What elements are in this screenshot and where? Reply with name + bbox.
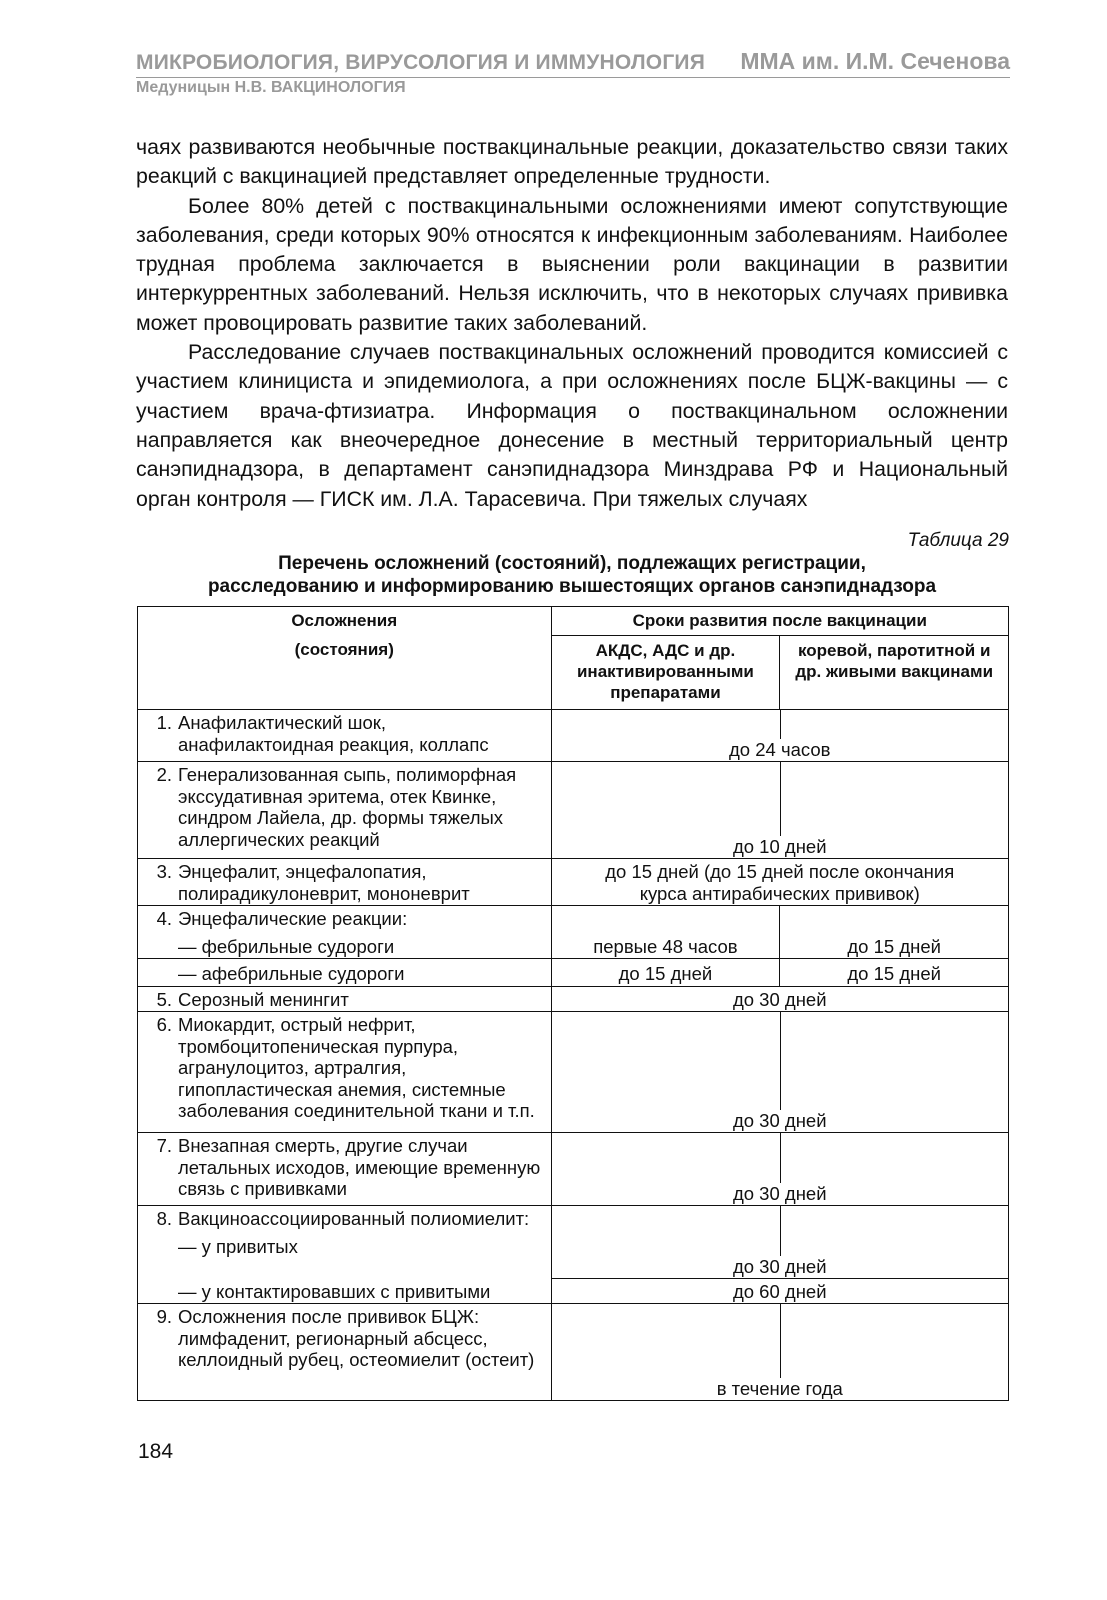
table-row xyxy=(138,959,1009,987)
header-complications: Осложнения (состояния) xyxy=(138,607,552,710)
complication-cell: 3. Энцефалит, энцефалопатия, полирадикулоневрит, мононеврит xyxy=(138,859,552,906)
complication-subcell: — фебрильные судороги xyxy=(138,931,552,959)
term-cell: до 24 часов xyxy=(551,710,1009,762)
table-row xyxy=(138,1279,1009,1304)
table-label: Таблица 29 xyxy=(907,530,1009,551)
table-row xyxy=(138,931,1009,959)
table-title xyxy=(136,552,1008,598)
complication-cell: 4. Энцефалические реакции: xyxy=(138,906,552,931)
table-row xyxy=(138,762,1009,859)
complication-subcell: — у контактировавших с привитыми xyxy=(138,1279,552,1304)
body-text xyxy=(136,133,1008,514)
table-header-row xyxy=(138,607,1009,636)
page-number: 184 xyxy=(138,1440,174,1463)
term-cell: до 30 дней xyxy=(551,1133,1009,1206)
term-cell: первые 48 часов xyxy=(551,931,780,959)
header-author-book: Медуницын Н.В. ВАКЦИНОЛОГИЯ xyxy=(136,79,406,96)
header-institution: ММА им. И.М. Сеченова xyxy=(740,48,1010,74)
term-cell: до 30 дней xyxy=(551,1012,1009,1133)
table-row xyxy=(138,710,1009,762)
header-subject: МИКРОБИОЛОГИЯ, ВИРУСОЛОГИЯ И ИММУНОЛОГИЯ xyxy=(136,51,706,74)
term-cell: до 15 дней xyxy=(780,931,1009,959)
table-title-line: Перечень осложнений (состояний), подлежащих регистрации, xyxy=(278,553,866,574)
complication-cell: 6. Миокардит, острый нефрит, тромбоцитопеническая пурпура, агранулоцитоз, артралгия, гипопластическая анемия, системные заболевания соединительной ткани и т.п. xyxy=(138,1012,552,1133)
table-row xyxy=(138,1206,1009,1279)
complication-cell: 7. Внезапная смерть, другие случаи летальных исходов, имеющие временную связь с прививками xyxy=(138,1133,552,1206)
complication-cell: 5. Серозный менингит xyxy=(138,986,552,1012)
term-cell: до 15 дней xyxy=(780,959,1009,987)
complication-subcell: — афебрильные судороги xyxy=(138,959,552,987)
table-row xyxy=(138,859,1009,906)
running-header xyxy=(136,48,1010,78)
complication-cell: 9. Осложнения после прививок БЦЖ: лимфаденит, регионарный абсцесс, келлоидный рубец, остеомиелит (остеит) xyxy=(138,1304,552,1401)
header-terms: Сроки развития после вакцинации xyxy=(551,607,1009,636)
table-row xyxy=(138,906,1009,931)
header-inactivated: АКДС, АДС и др. инактивированными препаратами xyxy=(551,636,780,710)
table-title-line: расследованию и информированию вышестоящих органов санэпиднадзора xyxy=(207,576,937,597)
table-row xyxy=(138,1133,1009,1206)
complication-cell: 2. Генерализованная сыпь, полиморфная экссудативная эритема, отек Квинке, синдром Лайела, др. формы тяжелых аллергических реакций xyxy=(138,762,552,859)
table-row xyxy=(138,986,1009,1012)
term-cell: до 10 дней xyxy=(551,762,1009,859)
paragraph: Расследование случаев поствакцинальных осложнений проводится комиссией с участием клинициста и эпидемиолога, а при осложнениях после БЦЖ-вакцины — с участием врача-фтизиатра. Информация о поствакцинальном осложнении направляется как внеочередное донесение в местный территориальный центр санэпиднадзора, в департамент санэпиднадзора Минздрава РФ и Национальный орган контроля — ГИСК им. Л.А. Тарасевича. При тяжелых случаях xyxy=(136,340,1008,511)
term-cell: до 15 дней (до 15 дней после окончания курса антирабических прививок) xyxy=(551,859,1009,906)
complications-table xyxy=(137,606,1009,1401)
term-cell: в течение года xyxy=(551,1304,1009,1401)
table-row xyxy=(138,1012,1009,1133)
paragraph: Более 80% детей с поствакцинальными осложнениями имеют сопутствующие заболевания, среди которых 90% относятся к инфекционным заболеваниям. Наиболее трудная проблема заключается в выяснении роли вакцинации в развитии интеркуррентных заболеваний. Нельзя исключить, что в некоторых случаях прививка может провоцировать развитие таких заболеваний. xyxy=(136,193,1008,335)
term-cell: до 30 дней xyxy=(551,986,1009,1012)
paragraph: чаях развиваются необычные поствакцинальные реакции, доказательство связи таких реакций с вакцинацией представляет определенные трудности. xyxy=(136,135,1008,189)
header-live-vaccines: коревой, паротитной и др. живыми вакцинами xyxy=(780,636,1009,710)
table-row xyxy=(138,1304,1009,1401)
term-cell: до 30 дней xyxy=(551,1206,1009,1279)
term-cell: до 60 дней xyxy=(551,1279,1009,1304)
complication-cell: 8. Вакциноассоциированный полиомиелит: — у привитых xyxy=(138,1206,552,1279)
term-cell: до 15 дней xyxy=(551,959,780,987)
complication-cell: 1. Анафилактический шок, анафилактоидная реакция, коллапс xyxy=(138,710,552,762)
